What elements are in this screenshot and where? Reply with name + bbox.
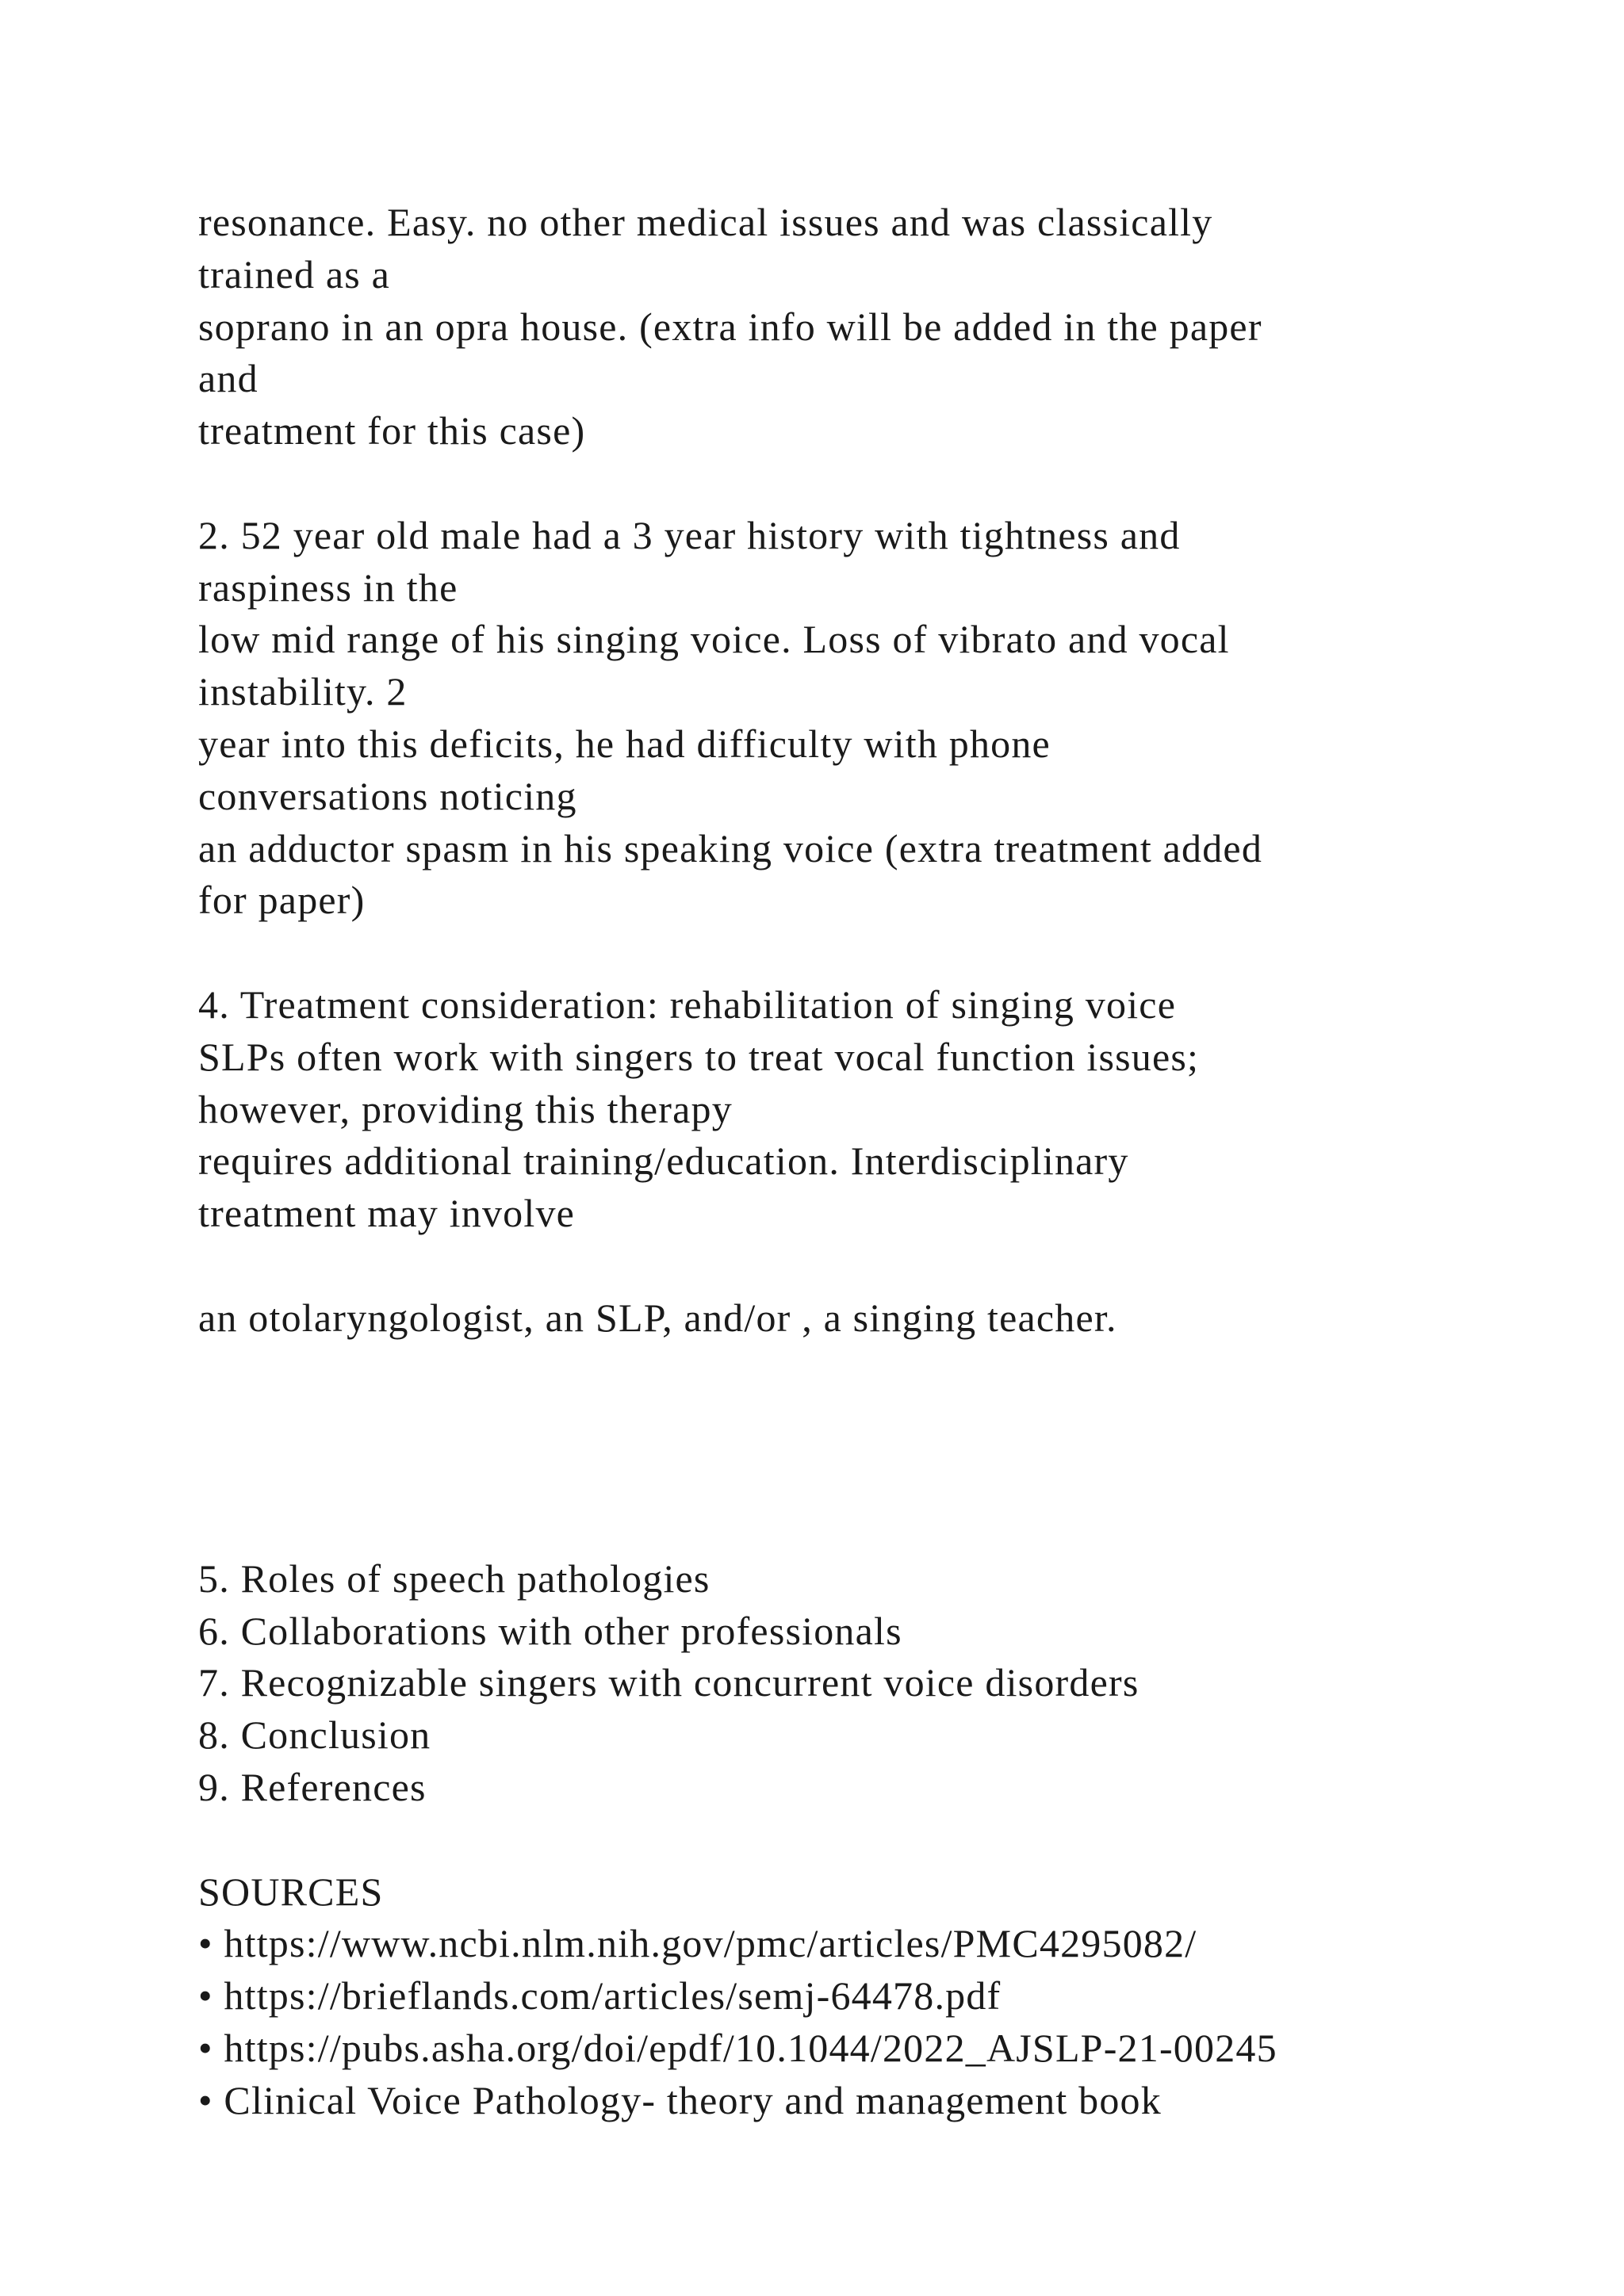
blank-line — [198, 927, 1546, 979]
text-line: an otolaryngologist, an SLP, and/or , a singing teacher. — [198, 1295, 1117, 1340]
text-line: conversations noticing — [198, 773, 577, 818]
outline-item: 5. Roles of speech pathologies — [198, 1556, 710, 1601]
text-line: soprano in an opra house. (extra info will be added in the paper — [198, 304, 1262, 349]
blank-line — [198, 1345, 1546, 1397]
text-line: for paper) — [198, 878, 366, 923]
source-item: • https://pubs.asha.org/doi/epdf/10.1044/2022_AJSLP-21-00245 — [198, 2025, 1277, 2070]
text-line: raspiness in the — [198, 564, 458, 610]
text-line: low mid range of his singing voice. Loss of vibrato and vocal — [198, 617, 1230, 662]
text-line: SLPs often work with singers to treat vocal function issues; — [198, 1034, 1200, 1079]
text-line: instability. 2 — [198, 669, 408, 714]
source-item: • Clinical Voice Pathology- theory and management book — [198, 2077, 1162, 2122]
text-line: treatment may involve — [198, 1191, 576, 1236]
text-line: and — [198, 356, 259, 401]
sources-heading: SOURCES — [198, 1869, 384, 1914]
text-line: an adductor spasm in his speaking voice (extra treatment added — [198, 825, 1263, 871]
text-line: however, providing this therapy — [198, 1086, 733, 1131]
text-line: trained as a — [198, 251, 391, 297]
source-item: • https://brieflands.com/articles/semj-64478.pdf — [198, 1973, 1002, 2019]
outline-item: 6. Collaborations with other professionals — [198, 1608, 902, 1653]
outline-item: 7. Recognizable singers with concurrent voice disorders — [198, 1660, 1139, 1705]
outline-item: 9. References — [198, 1764, 427, 1809]
outline-item: 8. Conclusion — [198, 1712, 431, 1758]
text-line: treatment for this case) — [198, 408, 586, 453]
source-item: • https://www.ncbi.nlm.nih.gov/pmc/articles/PMC4295082/ — [198, 1921, 1197, 1966]
text-line: 4. Treatment consideration: rehabilitation of singing voice — [198, 982, 1177, 1027]
text-line: resonance. Easy. no other medical issues and was classically — [198, 200, 1213, 244]
blank-line — [198, 1448, 1546, 1501]
blank-line — [198, 1396, 1546, 1448]
text-line: 2. 52 year old male had a 3 year history with tightness and — [198, 512, 1181, 557]
blank-line — [198, 1814, 1546, 1866]
text-line: requires additional training/education. Interdisciplinary — [198, 1138, 1129, 1184]
blank-line — [198, 457, 1546, 510]
blank-line — [198, 1240, 1546, 1292]
text-line: year into this deficits, he had difficulty with phone — [198, 721, 1051, 766]
document-body — [198, 197, 1546, 2126]
blank-line — [198, 1501, 1546, 1553]
